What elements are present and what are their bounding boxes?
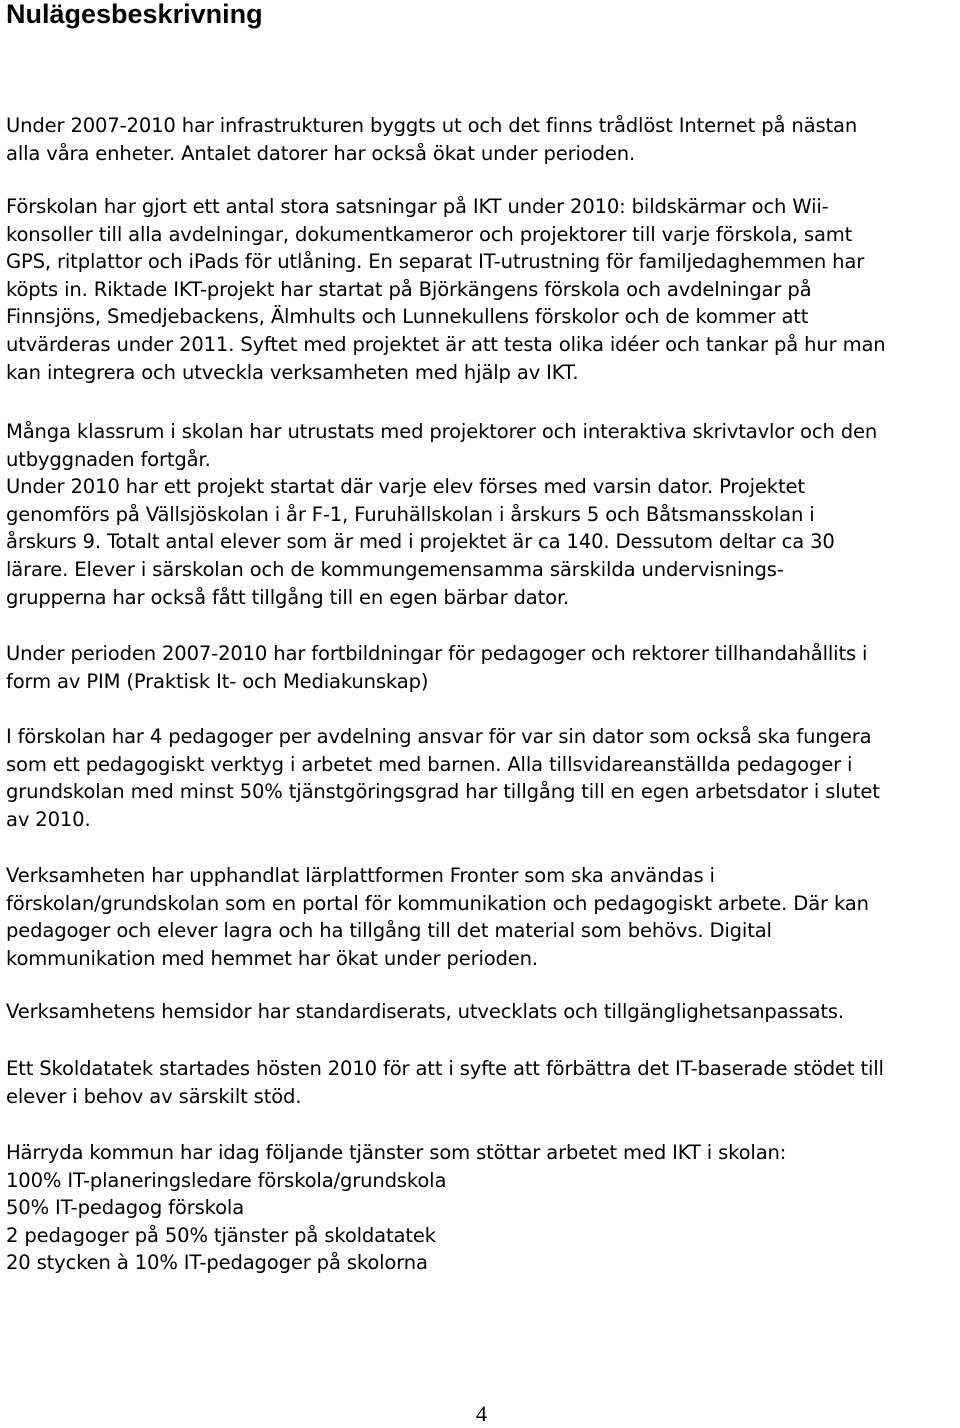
paragraph-training (6, 640, 958, 695)
text-line: köpts in. Riktade IKT-projekt har startat på Björkängens förskola och avdelningar på (6, 277, 812, 301)
text-line: lärare. Elever i särskolan och de kommungemensamma särskilda undervisnings- (6, 557, 784, 581)
text-line: kommunikation med hemmet har ökat under perioden. (6, 946, 538, 970)
paragraph-websites (6, 998, 958, 1026)
text-line: årskurs 9. Totalt antal elever som är med i projektet är ca 140. Dessutom deltar ca 30 (6, 530, 835, 554)
paragraph-computers (6, 723, 958, 833)
list-item: 20 stycken à 10% IT-pedagoger på skolorna (6, 1251, 428, 1275)
text-line: Många klassrum i skolan har utrustats med projektorer och interaktiva skrivtavlor och den (6, 420, 878, 443)
paragraph-services-list (6, 1139, 958, 1277)
text-line: Ett Skoldatatek startades hösten 2010 för att i syfte att förbättra det IT-baserade stödet till (6, 1057, 884, 1080)
text-line: av 2010. (6, 807, 91, 831)
paragraph-preschool-investments (6, 193, 958, 386)
paragraph-fronter (6, 862, 958, 972)
text-line: förskolan/grundskolan som en portal för kommunikation och pedagogiskt arbete. Där kan (6, 891, 869, 915)
text-line: pedagoger och elever lagra och ha tillgång till det material som behövs. Digital (6, 919, 772, 943)
list-item: 50% IT-pedagog förskola (6, 1196, 245, 1220)
paragraph-infrastructure (6, 112, 958, 167)
text-line: Finnsjöns, Smedjebackens, Älmhults och Lunnekullens förskolor och de kommer att (6, 305, 809, 329)
text-line: genomförs på Vällsjöskolan i år F-1, Furuhällskolan i årskurs 5 och Båtsmansskolan i (6, 502, 815, 526)
text-line: Härryda kommun har idag följande tjänster som stöttar arbetet med IKT i skolan: (6, 1141, 787, 1164)
paragraph-skoldatatek (6, 1055, 958, 1110)
text-line: utbyggnaden fortgår. (6, 447, 211, 471)
text-line: Under 2007-2010 har infrastrukturen byggts ut och det finns trådlöst Internet på nästan (6, 114, 858, 137)
text-line: som ett pedagogiskt verktyg i arbetet med barnen. Alla tillsvidareanställda pedagoger i (6, 752, 853, 776)
text-line: Verksamheten har upphandlat lärplattformen Fronter som ska användas i (6, 864, 715, 887)
text-line: konsoller till alla avdelningar, dokumentkameror och projektorer till varje förskola, samt (6, 222, 853, 246)
list-item: 2 pedagoger på 50% tjänster på skoldatatek (6, 1223, 436, 1247)
text-line: Under perioden 2007-2010 har fortbildningar för pedagoger och rektorer tillhandahållits i (6, 642, 868, 665)
page-number: 4 (476, 1401, 487, 1426)
text-line: alla våra enheter. Antalet datorer har också ökat under perioden. (6, 141, 636, 165)
text-line: elever i behov av särskilt stöd. (6, 1084, 302, 1108)
text-line: utvärderas under 2011. Syftet med projektet är att testa olika idéer och tankar på hur man (6, 332, 886, 356)
list-item: 100% IT-planeringsledare förskola/grundskola (6, 1168, 447, 1192)
text-line: form av PIM (Praktisk It- och Mediakunskap) (6, 669, 429, 693)
text-line: grundskolan med minst 50% tjänstgöringsgrad har tillgång till en egen arbetsdator i slutet (6, 780, 880, 804)
text-line: Under 2010 har ett projekt startat där varje elev förses med varsin dator. Projektet (6, 475, 805, 499)
paragraph-classrooms (6, 418, 958, 611)
text-line: I förskolan har 4 pedagoger per avdelning ansvar för var sin dator som också ska fungera (6, 725, 872, 748)
text-line: grupperna har också fått tillgång till en egen bärbar dator. (6, 585, 570, 609)
text-line: kan integrera och utveckla verksamheten med hjälp av IKT. (6, 360, 579, 384)
text-line: Verksamhetens hemsidor har standardiserats, utvecklats och tillgänglighetsanpassats. (6, 1000, 844, 1023)
page-heading: Nulägesbeskrivning (6, 0, 263, 29)
text-line: Förskolan har gjort ett antal stora satsningar på IKT under 2010: bildskärmar och Wii- (6, 195, 829, 218)
text-line: GPS, ritplattor och iPads för utlåning. En separat IT-utrustning för familjedaghemmen har (6, 250, 865, 274)
